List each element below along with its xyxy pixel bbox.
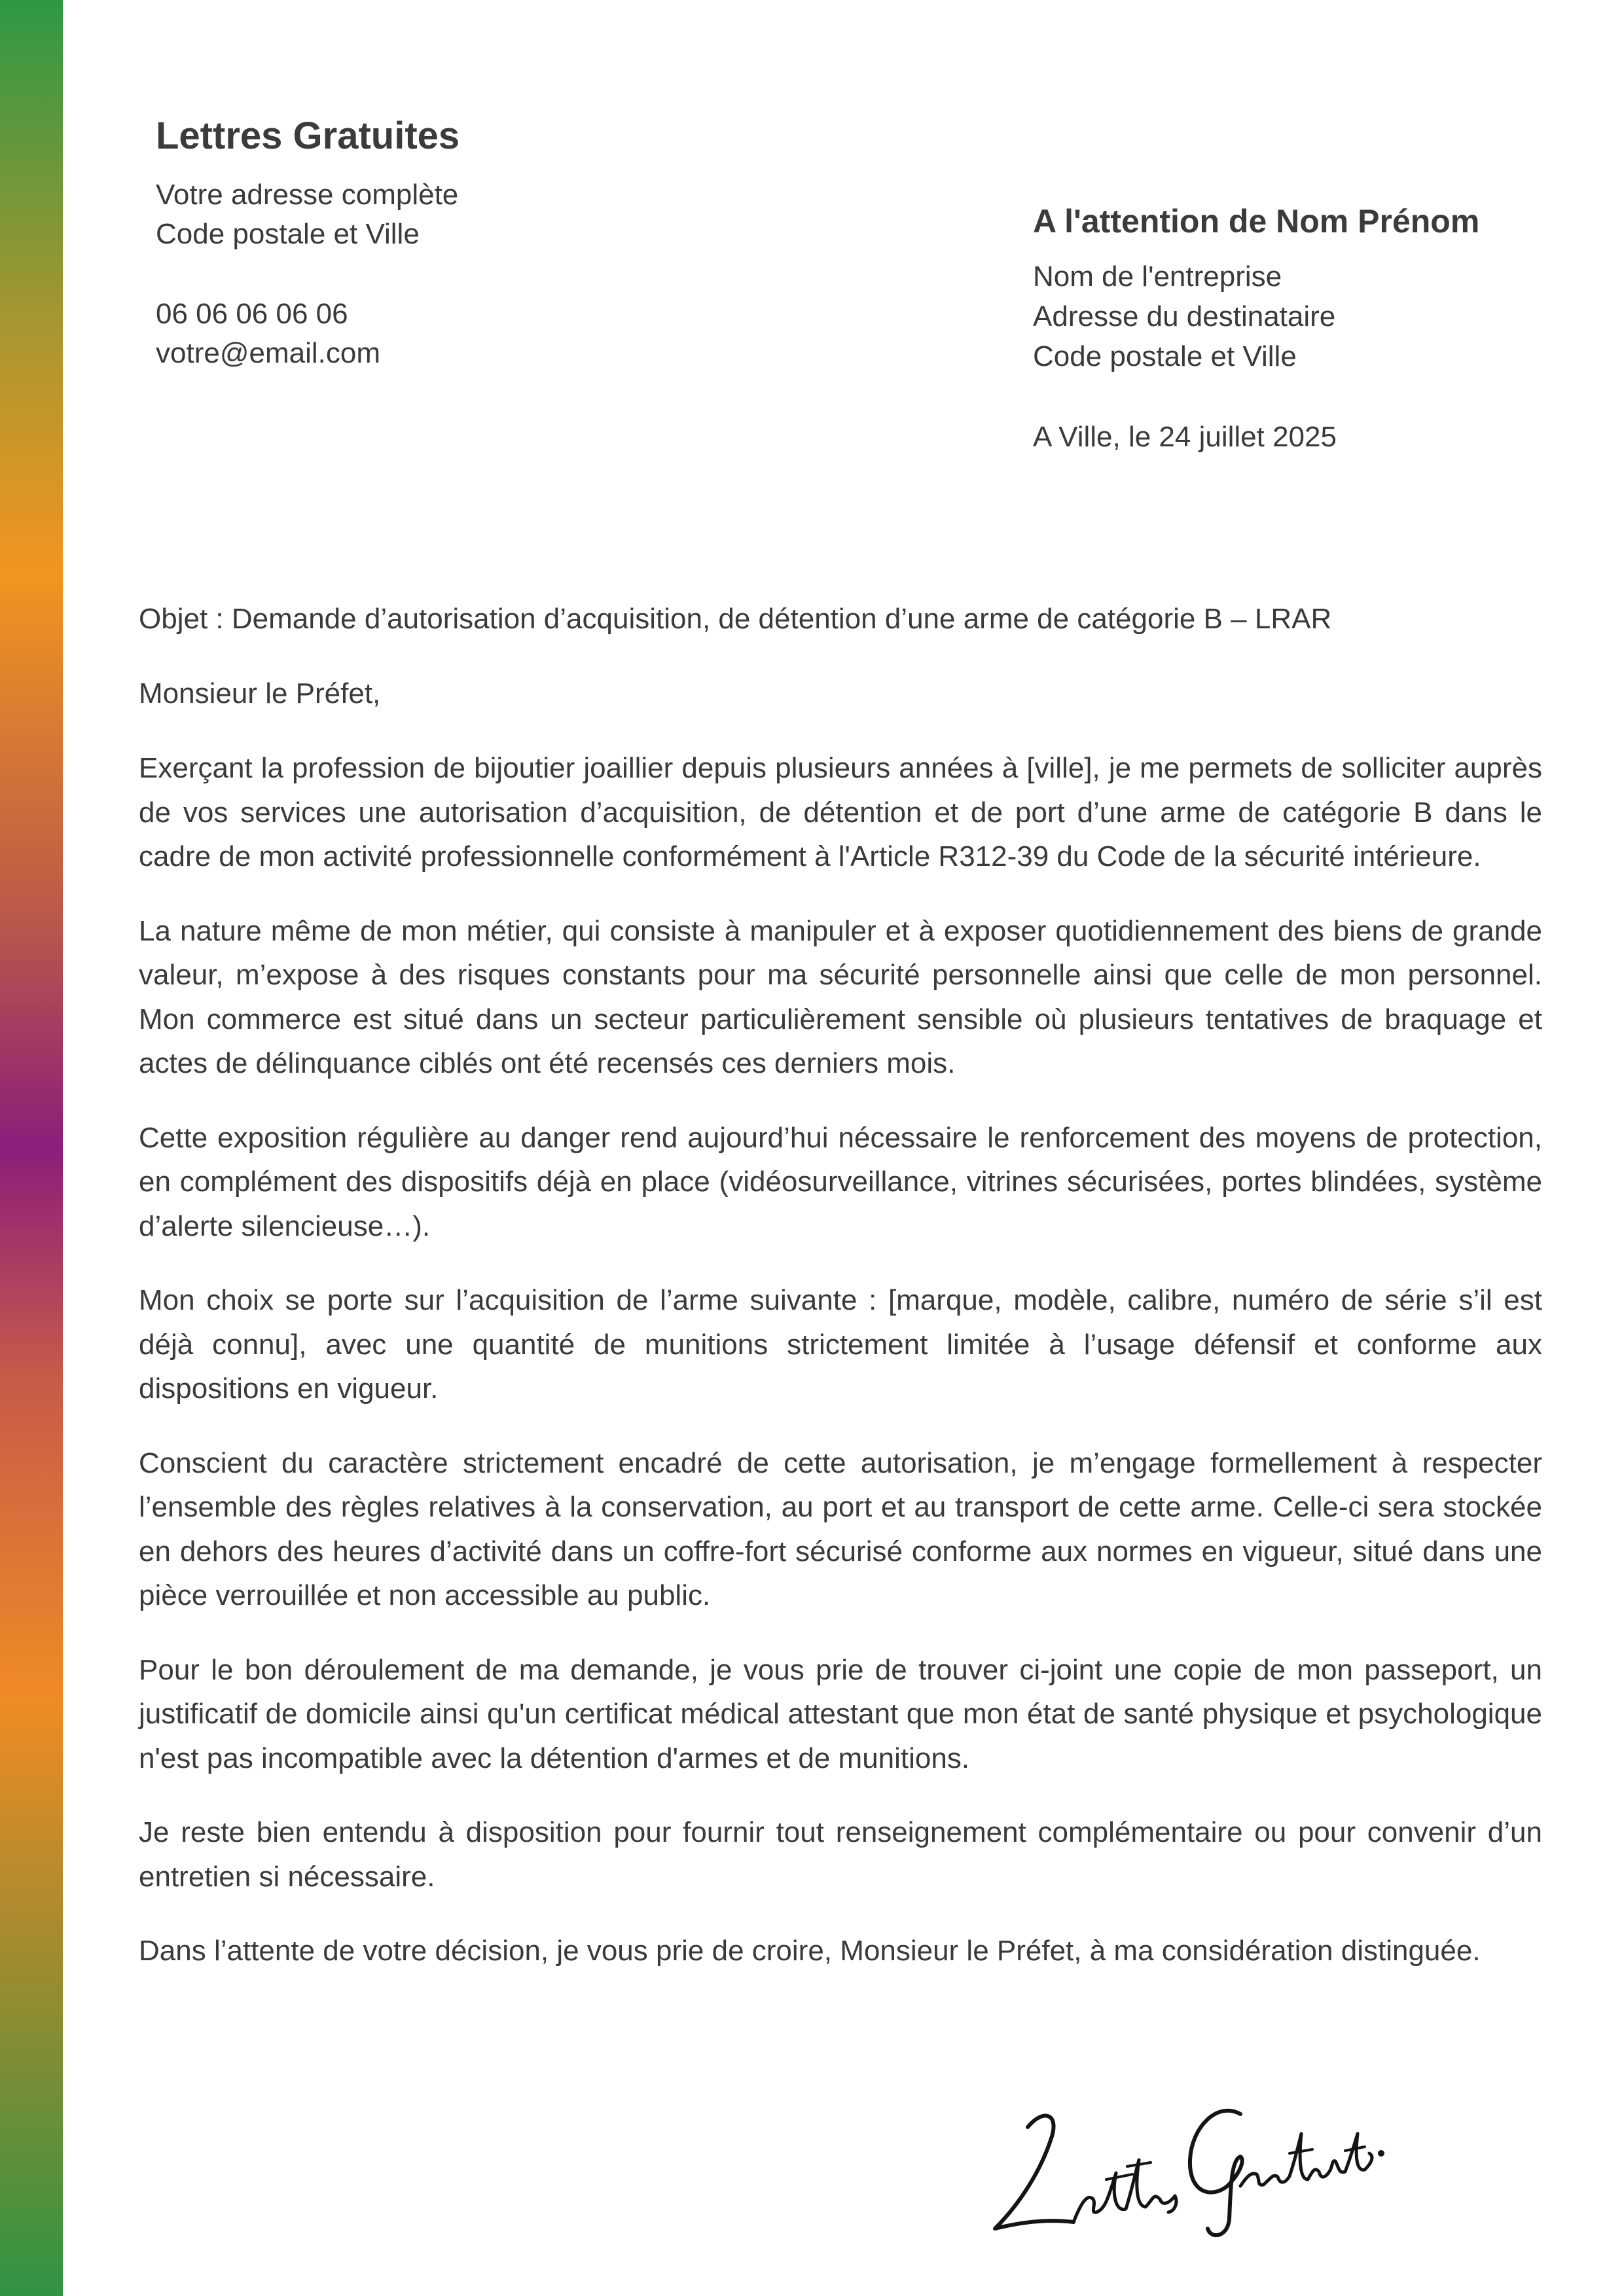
- letter-paragraph: Conscient du caractère strictement encadré de cette autorisation, je m’engage formellement à respecter l’ensemble des règles relatives à la conservation, au port et au transport de cette arme. Celle-ci sera stockée en dehors des heures d’activité dans un coffre-fort sécurisé conforme aux normes en vigueur, situé dans une pièce verrouillée et non accessible au public.: [139, 1446, 1542, 1611]
- letter-paragraph: Dans l’attente de votre décision, je vous prie de croire, Monsieur le Préfet, à ma considération distinguée.: [139, 1935, 1481, 1967]
- sender-address-line1: Votre adresse complète: [156, 179, 459, 211]
- letter-paragraph: Je reste bien entendu à disposition pour fournir tout renseignement complémentaire ou pour convenir d’un entretien si nécessaire.: [139, 1816, 1542, 1893]
- recipient-address: Adresse du destinataire: [1033, 300, 1336, 332]
- letter-paragraph: La nature même de mon métier, qui consiste à manipuler et à exposer quotidiennement des biens de grande valeur, m’expose à des risques constants pour ma sécurité personnelle ainsi que celle de mon personnel. Mon commerce est situé dans un secteur particulièrement sensible où plusieurs tentatives de braquage et actes de délinquance ciblés ont été recensés ces derniers mois.: [139, 914, 1542, 1079]
- sender-email: votre@email.com: [156, 337, 380, 369]
- recipient-company: Nom de l'entreprise: [1033, 260, 1282, 293]
- sender-address-line2: Code postale et Ville: [156, 218, 420, 250]
- sender-phone: 06 06 06 06 06: [156, 298, 348, 330]
- letter-salutation: Monsieur le Préfet,: [139, 677, 381, 709]
- letter-body: [139, 597, 1542, 2003]
- recipient-block: [1033, 198, 1596, 457]
- sender-block: [156, 110, 745, 373]
- letter-paragraph: Cette exposition régulière au danger rend aujourd’hui nécessaire le renforcement des moyens de protection, en complément des dispositifs déjà en place (vidéosurveillance, vitrines sécurisées, portes blindées, système d’alerte silencieuse…).: [139, 1121, 1542, 1242]
- letter-paragraph: Mon choix se porte sur l’acquisition de l’arme suivante : [marque, modèle, calibre, numéro de série s’il est déjà connu], avec une quantité de munitions strictement limitée à l’usage défensif et conforme aux dispositions en vigueur.: [139, 1284, 1542, 1405]
- sender-name: Lettres Gratuites: [156, 115, 460, 157]
- letter-object: Objet : Demande d’autorisation d’acquisition, de détention d’une arme de catégorie B – LRAR: [139, 603, 1332, 635]
- letter-date: A Ville, le 24 juillet 2025: [1033, 421, 1337, 453]
- letter-paragraph: Pour le bon déroulement de ma demande, je vous prie de trouver ci-joint une copie de mon passeport, un justificatif de domicile ainsi qu'un certificat médical attestant que mon état de santé physique et psychologique n'est pas incompatible avec la détention d'armes et de munitions.: [139, 1653, 1542, 1774]
- handwritten-signature: [982, 2088, 1388, 2245]
- decorative-gradient-sidebar: [0, 0, 63, 2296]
- recipient-attention: A l'attention de Nom Prénom: [1033, 203, 1480, 240]
- recipient-city: Code postale et Ville: [1033, 340, 1297, 372]
- letter-paragraph: Exerçant la profession de bijoutier joaillier depuis plusieurs années à [ville], je me permets de solliciter auprès de vos services une autorisation d’acquisition, de détention et de port d’une arme de catégorie B dans le cadre de mon activité professionnelle conformément à l'Article R312-39 du Code de la sécurité intérieure.: [139, 752, 1542, 872]
